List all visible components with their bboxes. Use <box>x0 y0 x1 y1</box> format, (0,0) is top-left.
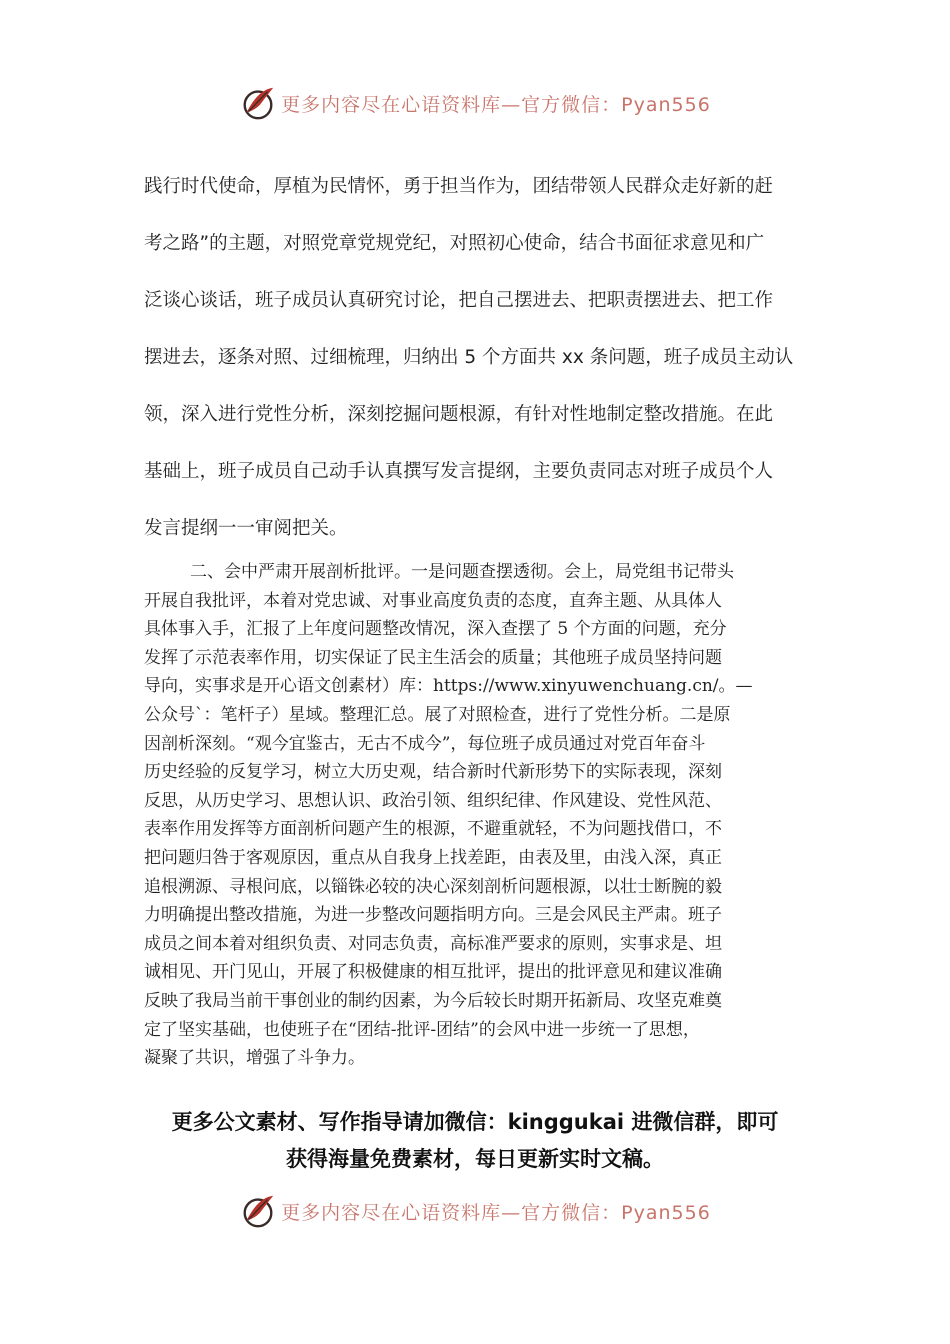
text-line: 定了坚实基础，也使班子在“团结-批评-团结”的会风中进一步统一了思想， <box>144 1019 700 1040</box>
quill-logo-icon <box>239 84 277 122</box>
paragraph-continuation <box>144 158 804 557</box>
text-line: 诚相见、开门见山，开展了积极健康的相互批评，提出的批评意见和建议准确 <box>144 962 722 983</box>
text-line: 考之路”的主题，对照党章党规党纪，对照初心使命，结合书面征求意见和广 <box>144 233 765 254</box>
text-line: 凝聚了共识，增强了斗争力。 <box>144 1048 365 1069</box>
header-banner <box>0 78 950 128</box>
text-line: 表率作用发挥等方面剖析问题产生的根源，不避重就轻，不为问题找借口，不 <box>144 819 722 840</box>
promo-notice <box>0 1104 950 1178</box>
text-line: 因剖析深刻。“观今宜鉴古，无古不成今”，每位班子成员通过对党百年奋斗 <box>144 733 706 754</box>
text-line: 践行时代使命，厚植为民情怀，勇于担当作为，团结带领人民群众走好新的赶 <box>144 176 774 197</box>
text-line: 具体事入手，汇报了上年度问题整改情况，深入查摆了 5 个方面的问题，充分 <box>144 619 727 640</box>
text-line: 摆进去，逐条对照、过细梳理，归纳出 5 个方面共 xx 条问题，班子成员主动认 <box>144 347 794 368</box>
text-line: 反映了我局当前干事创业的制约因素，为今后较长时期开拓新局、攻坚克难奠 <box>144 990 722 1011</box>
text-line: 导向，实事求是开心语文创素材）库：https://www.xinyuwenchuang.cn/。— <box>144 676 753 697</box>
text-line: 追根溯源、寻根问底，以锱铢必较的决心深刻剖析问题根源，以壮士断腕的毅 <box>144 876 722 897</box>
text-line: 发言提纲一一审阅把关。 <box>144 518 348 539</box>
text-line: 发挥了示范表率作用，切实保证了民主生活会的质量；其他班子成员坚持问题 <box>144 647 722 668</box>
text-line: 泛谈心谈话，班子成员认真研究讨论，把自己摆进去、把职责摆进去、把工作 <box>144 290 774 311</box>
text-line: 力明确提出整改措施，为进一步整改问题指明方向。三是会风民主严肃。班子 <box>144 905 722 926</box>
text-line: 领，深入进行党性分析，深刻挖掘问题根源，有针对性地制定整改措施。在此 <box>144 404 774 425</box>
text-line: 成员之间本着对组织负责、对同志负责，高标准严要求的原则，实事求是、坦 <box>144 933 722 954</box>
promo-line: 获得海量免费素材，每日更新实时文稿。 <box>286 1147 664 1171</box>
text-line: 把问题归咎于客观原因，重点从自我身上找差距，由表及里，由浅入深，真正 <box>144 847 722 868</box>
banner-wechat-id: Pyan556 <box>621 1201 711 1224</box>
text-line: 历史经验的反复学习，树立大历史观，结合新时代新形势下的实际表现，深刻 <box>144 762 722 783</box>
quill-logo-icon <box>239 1192 277 1230</box>
text-line: 基础上，班子成员自己动手认真撰写发言提纲，主要负责同志对班子成员个人 <box>144 461 774 482</box>
banner-text: 更多内容尽在心语资料库—官方微信：Pyan556 <box>281 93 711 116</box>
banner-wechat-id: Pyan556 <box>621 93 711 116</box>
promo-line: 更多公文素材、写作指导请加微信：kinggukai 进微信群，即可 <box>171 1110 779 1134</box>
text-line: 反思，从历史学习、思想认识、政治引领、组织纪律、作风建设、党性风范、 <box>144 790 722 811</box>
footer-banner <box>0 1186 950 1236</box>
text-line: 公众号`：笔杆子）星域。整理汇总。展了对照检查，进行了党性分析。二是原 <box>144 704 731 725</box>
text-line: 开展自我批评，本着对党忠诚、对事业高度负责的态度，直奔主题、从具体人 <box>144 590 722 611</box>
paragraph-section-two <box>144 558 806 1073</box>
text-line: 二、会中严肃开展剖析批评。一是问题查摆透彻。会上，局党组书记带头 <box>190 562 734 582</box>
banner-text: 更多内容尽在心语资料库—官方微信：Pyan556 <box>281 1201 711 1224</box>
